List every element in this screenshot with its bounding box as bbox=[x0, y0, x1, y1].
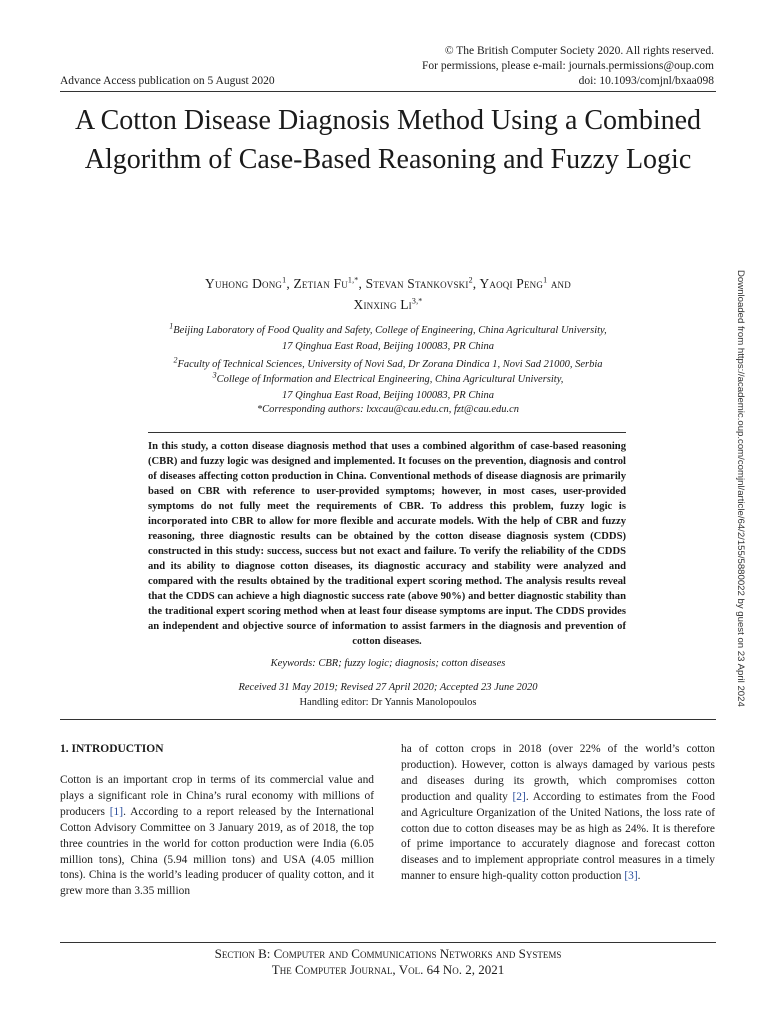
section-rule bbox=[60, 719, 716, 720]
footer-rule bbox=[60, 942, 716, 943]
affiliation-3 bbox=[60, 372, 716, 403]
affiliation-1 bbox=[60, 323, 716, 354]
affiliation-mark: 1 bbox=[169, 321, 174, 331]
header-rule bbox=[60, 91, 716, 92]
abstract-top-rule bbox=[148, 432, 626, 433]
body-text: Cotton is an important crop in terms of its commercial value and plays a significant role in China’s rural economy with millions of producers bbox=[60, 774, 374, 818]
author-conjunction: and bbox=[550, 276, 571, 291]
corresponding-authors: *Corresponding authors: lxxcau@cau.edu.cn, fzt@cau.edu.cn bbox=[256, 404, 520, 415]
citation-link[interactable]: [2] bbox=[512, 790, 526, 803]
section-heading: 1. INTRODUCTION bbox=[60, 743, 164, 755]
journal-section: Section B: Computer and Communications Networks and Systems bbox=[214, 946, 562, 961]
author-name: Zetian Fu bbox=[293, 276, 348, 291]
affiliation-2 bbox=[60, 357, 716, 373]
author-affil-mark: 1 bbox=[543, 275, 548, 285]
affiliation-text: 17 Qinghua East Road, Beijing 100083, PR China bbox=[281, 340, 495, 352]
body-text: ha of cotton crops in 2018 (over 22% of the world’s cotton production). However, cotton is always damaged by various pests and diseases during its growth, which compromises cotton production and quality bbox=[401, 743, 715, 803]
author-name: Xinxing Li bbox=[353, 297, 412, 312]
citation-link[interactable]: [1] bbox=[109, 805, 124, 818]
intro-column-1 bbox=[60, 773, 374, 900]
citation-link[interactable]: [3] bbox=[624, 870, 638, 883]
affiliation-mark: 2 bbox=[173, 355, 178, 365]
permissions-notice: For permissions, please e-mail: journals.permissions@oup.com bbox=[422, 60, 714, 72]
body-text: . bbox=[637, 870, 641, 883]
download-watermark bbox=[734, 270, 754, 750]
doi: doi: 10.1093/comjnl/bxaa098 bbox=[578, 75, 714, 87]
author-affil-mark: 1 bbox=[282, 275, 287, 285]
author-name: Yaoqi Peng bbox=[479, 276, 544, 291]
journal-citation: The Computer Journal, Vol. 64 No. 2, 2021 bbox=[271, 962, 505, 977]
author-name: Yuhong Dong bbox=[205, 276, 283, 291]
affiliation-text: College of Information and Electrical Engineering, China Agricultural University, bbox=[216, 374, 564, 385]
paper-title: A Cotton Disease Diagnosis Method Using a Combined Algorithm of Case-Based Reasoning and Fuzzy Logic bbox=[74, 105, 702, 175]
abstract: In this study, a cotton disease diagnosis method that uses a combined algorithm of case-based reasoning (CBR) and fuzzy logic was designed and implemented. It focuses on the prevention, diagnosis and control of diseases affecting cotton production in China. Conventional methods of disease diagnosis are primarily based on CBR with reference to user-provided symptoms; however, in most cases, user-provided symptoms do not fully meet the requirements of CBR. To address this problem, fuzzy logic is incorporated into CBR to allow for more flexible and accurate models. With the help of CBR and fuzzy reasoning, three diagnostic results can be obtained by the cotton disease diagnosis system (CDDS) constructed in this study: success, success but not exact and failure. To verify the reliability of the CDDS and its ability to diagnose cotton diseases, its diagnostic accuracy and stability were analyzed and compared with the results obtained by the traditional expert scoring method. The analysis results reveal that the CDDS can achieve a high diagnostic success rate (above 90%) and better diagnostic stability than the traditional expert scoring method when at least four disease symptoms are input. The CDDS provides an independent and objective source of information to assist farmers in the diagnosis and prevention of cotton diseases. bbox=[148, 441, 626, 647]
intro-column-2 bbox=[401, 742, 715, 885]
affiliation-text: Faculty of Technical Sciences, University of Novi Sad, Dr Zorana Dindica 1, Novi Sad 21000, Serbia bbox=[177, 359, 603, 370]
author-affil-mark: 2 bbox=[468, 275, 473, 285]
author-affil-mark: 1,* bbox=[347, 275, 359, 285]
handling-editor: Handling editor: Dr Yannis Manolopoulos bbox=[299, 697, 477, 708]
download-note: Downloaded from https://academic.oup.com/comjnl/article/64/2/155/5880022 by guest on 23 April 2024 bbox=[735, 270, 746, 707]
author-list: Yuhong Dong$^1$, Zetian $Fu^{1,*}$, Stevan Stankovski$^2$, Yaoqi Peng$^1$ and Xinxing $Li^{3,*}$ bbox=[205, 275, 571, 312]
author-name: Stevan Stankovski bbox=[365, 276, 469, 291]
affiliation-mark: 3 bbox=[212, 370, 217, 380]
copyright-notice: © The British Computer Society 2020. All rights reserved. bbox=[444, 45, 714, 57]
received-dates: Received 31 May 2019; Revised 27 April 2020; Accepted 23 June 2020 bbox=[238, 682, 538, 693]
advance-access-date: Advance Access publication on 5 August 2020 bbox=[60, 75, 275, 87]
body-text: . According to estimates from the Food and Agriculture Organization of the United Nations, the loss rate of cotton due to cotton diseases may be as high as 24%. It is therefore of prime importance to accurately diagnose and forecast cotton diseases and to implement appropriate control measures in a timely manner to ensure high-quality cotton production bbox=[401, 790, 715, 883]
affiliation-text: Beijing Laboratory of Food Quality and Safety, College of Engineering, China Agricultural University, bbox=[173, 325, 607, 336]
affiliation-text: 17 Qinghua East Road, Beijing 100083, PR China bbox=[281, 389, 495, 401]
body-text: . According to a report released by the International Cotton Advisory Committee on 3 January 2019, as of 2018, the top three countries in the world for cotton production were India (6.05 million tons), China (5.94 million tons) and USA (4.05 million tons). China is the world’s leading producer of quality cotton, and it grew more than 3.35 million bbox=[60, 805, 375, 898]
author-affil-mark: 3,* bbox=[411, 296, 423, 306]
keywords: Keywords: CBR; fuzzy logic; diagnosis; cotton diseases bbox=[270, 658, 506, 669]
